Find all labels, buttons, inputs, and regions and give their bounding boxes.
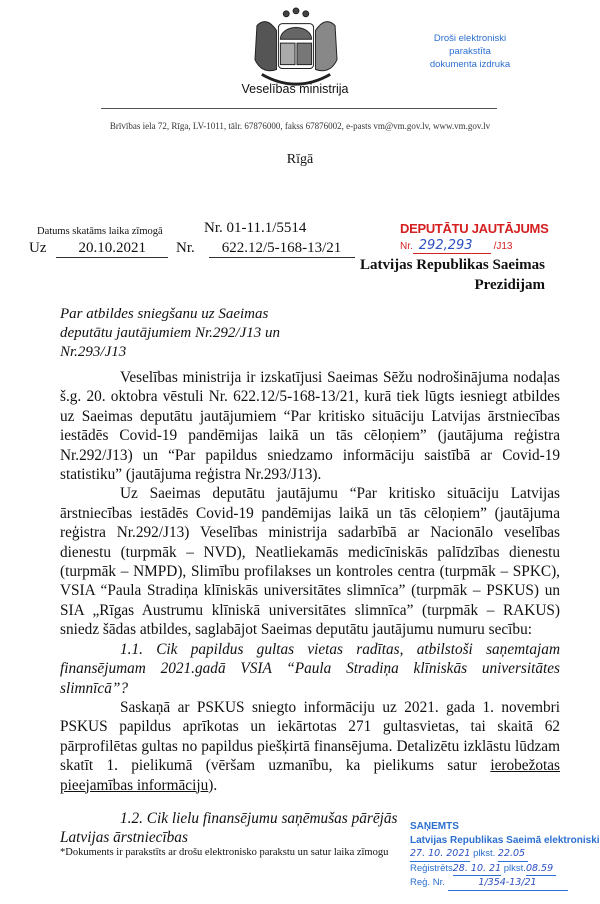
stamp-suffix: /J13 (493, 241, 513, 252)
letter-body (60, 368, 560, 848)
city: Rīgā (286, 152, 314, 167)
reg-number: 1/354-13/21 (448, 876, 568, 891)
received-date: 27. 10. 2021 (410, 847, 470, 862)
paragraph (60, 698, 560, 795)
nr-label: Nr. (204, 220, 223, 236)
received-line: Latvijas Republikas Saeimā elektroniski (410, 834, 600, 846)
time-label: plkst. (503, 862, 526, 874)
footer-note: *Dokuments ir parakstīts ar drošu elektronisko parakstu un satur laika zīmogu (60, 847, 389, 858)
paragraph-text: ). (208, 776, 218, 794)
esign-line: dokumenta izdruka (429, 59, 511, 70)
ref-nr-value: 622.12/5-168-13/21 (209, 240, 355, 258)
time-label: plkst. (473, 848, 496, 859)
addressee (360, 255, 545, 295)
regnr-label: Reģ. Nr. (410, 877, 445, 888)
esign-line: Droši elektroniski parakstīta (433, 33, 507, 57)
ministry-address: Brīvības iela 72, Rīga, LV-1011, tālr. 67876000, fakss 67876002, e-pasts vm@vm.gov.lv, www.vm.gov.lv (109, 121, 491, 131)
reg-time: 08.59 (526, 862, 556, 877)
stamp-title: DEPUTĀTU JAUTĀJUMS (400, 221, 549, 236)
subject: Par atbildes sniegšanu uz Saeimas deputātu jautājumiem Nr.292/J13 un Nr.293/J13 (60, 306, 280, 360)
uz-date: 20.10.2021 (56, 240, 168, 258)
question-1-2: 1.2. Cik lielu finansējumu saņēmušas pārējās Latvijas ārstniecības (60, 809, 398, 847)
deputy-question-stamp (400, 221, 548, 254)
ministry-name: Veselības ministrija (241, 82, 349, 96)
date-note: Datums skatāms laika zīmogā (37, 226, 163, 237)
coat-of-arms-logo (247, 6, 345, 90)
outgoing-number (204, 220, 306, 237)
uz-label: Uz (29, 240, 47, 256)
esign-note (415, 32, 525, 71)
restricted-info-note: ierobežotas pieejamības informāciju (60, 757, 560, 794)
header-divider (101, 108, 497, 109)
reg-label: Reģistrēts (410, 862, 453, 874)
paragraph: Veselības ministrija ir izskatījusi Saeimas Sēžu nodrošinājuma nodaļas š.g. 20. oktobra vēstuli Nr. 622.12/5-168-13/21, kurā tiek lūgts iesniegt atbildes uz Saeimas deputātu jautājumiem “Par kritisko situāciju Latvijas ārstniecības iestādēs Covid-19 pandēmijas laikā un tās cēloņiem” (jautājuma reģistra Nr.292/J13) un “Par papildus sniedzamo informāciju saistībā ar Covid-19 statistiku” (jautājuma reģistra Nr.293/J13). (60, 369, 560, 484)
question-1-1: 1.1. Cik papildus gultas vietas radītas, atbilstoši saņemtajam finansējumam 2021.gadā VSIA “Paula Stradiņa klīniskās universitātes slimnīcā”? (60, 640, 560, 697)
reference-line (29, 240, 355, 258)
stamp-nr-value: 292,293 (413, 238, 491, 254)
reg-date: 28. 10. 21 (453, 862, 501, 877)
received-time: 22.05 (498, 847, 528, 862)
addressee-line: Latvijas Republikas Saeimas (359, 257, 545, 273)
nr-value: 01-11.1/5514 (226, 220, 307, 236)
stamp-nr-label: Nr. (400, 241, 413, 252)
addressee-line: Prezidijam (474, 277, 545, 293)
paragraph-text: Saskaņā ar PSKUS sniegto informāciju uz 2021. gada 1. novembri PSKUS papildus aprīkotas un iekārtotas 271 gultasvietas, tai skaitā 62 pārprofilētas gultas no papildus piešķirtā finansējuma. Detalizētu izklāstu lūdzam skatīt 1. pielikumā (vēršam uzmanību, ka pielikums satur (60, 698, 560, 775)
received-title: SAŅEMTS (410, 821, 459, 832)
received-stamp (410, 820, 600, 891)
ref-nr-label: Nr. (176, 240, 195, 256)
paragraph: Uz Saeimas deputātu jautājumu “Par kritisko situāciju Latvijas ārstniecības iestādēs Covid-19 pandēmijas laikā un tās cēloņiem” (jautājuma reģistra Nr.292/J13) Veselības ministrija sadarbībā ar Nacionālo veselības dienestu (turpmāk – NVD), Neatliekamās medicīniskās palīdzības dienestu (turpmāk – NMPD), Slimību profilakses un kontroles centra (turpmāk – SPKC), VSIA “Paula Stradiņa klīniskās universitātes slimnīca” (turpmāk – PSKUS) un SIA „Rīgas Austrumu klīniskā universitātes slimnīca” (turpmāk – RAKUS) sniedz šādas atbildes, saglabājot Saeimas deputātu jautājumu numuru secību: (60, 485, 560, 639)
